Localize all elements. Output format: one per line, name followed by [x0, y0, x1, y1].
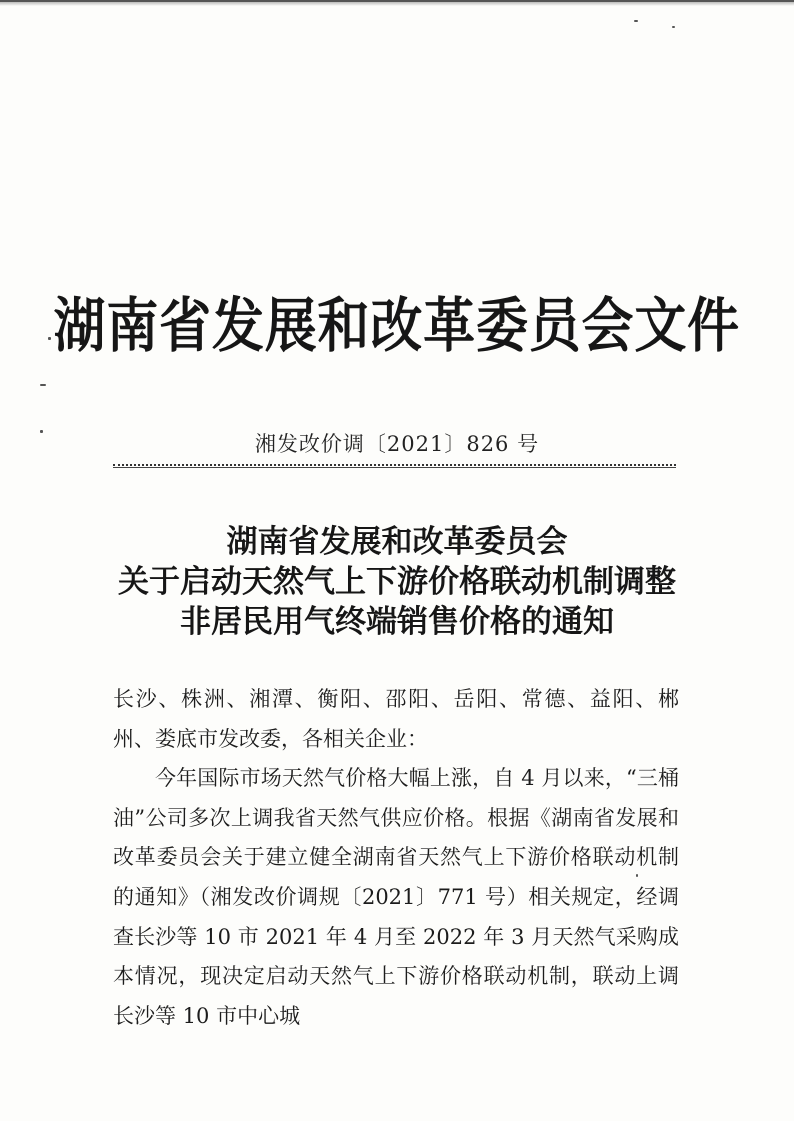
title-line-1: 湖南省发展和改革委员会 [226, 524, 568, 560]
issuer-header: 湖南省发展和改革委员会文件 [53, 291, 740, 360]
title-line-2: 关于启动天然气上下游价格联动机制调整 [118, 564, 676, 600]
header-divider-line [113, 467, 676, 468]
scan-edge-line [0, 0, 794, 2]
header-divider [113, 464, 676, 466]
scan-speck [672, 26, 675, 28]
document-number: 湘发改价调〔2021〕826 号 [254, 432, 540, 456]
addressee: 长沙、株洲、湘潭、衡阳、邵阳、岳阳、常德、益阳、郴州、娄底市发改委，各相关企业： [113, 687, 679, 751]
notice-title [0, 522, 794, 642]
scan-speck [40, 384, 46, 386]
scan-speck [634, 20, 638, 22]
title-line-3: 非居民用气终端销售价格的通知 [180, 604, 614, 640]
notice-body [113, 680, 679, 1036]
body-paragraph: 今年国际市场天然气价格大幅上涨，自 4 月以来，“三桶油”公司多次上调我省天然气供应价格。根据《湖南省发展和改革委员会关于建立健全湖南省天然气上下游价格联动机制的通知》（湘发改价调规〔2021〕771 号）相关规定，经调查长沙等 10 市 2021 年 4 月至 2022 年 3 月天然气采购成本情况，现决定启动天然气上下游价格联动机制，联动上调长沙等 10 市中心城 [113, 766, 679, 1028]
